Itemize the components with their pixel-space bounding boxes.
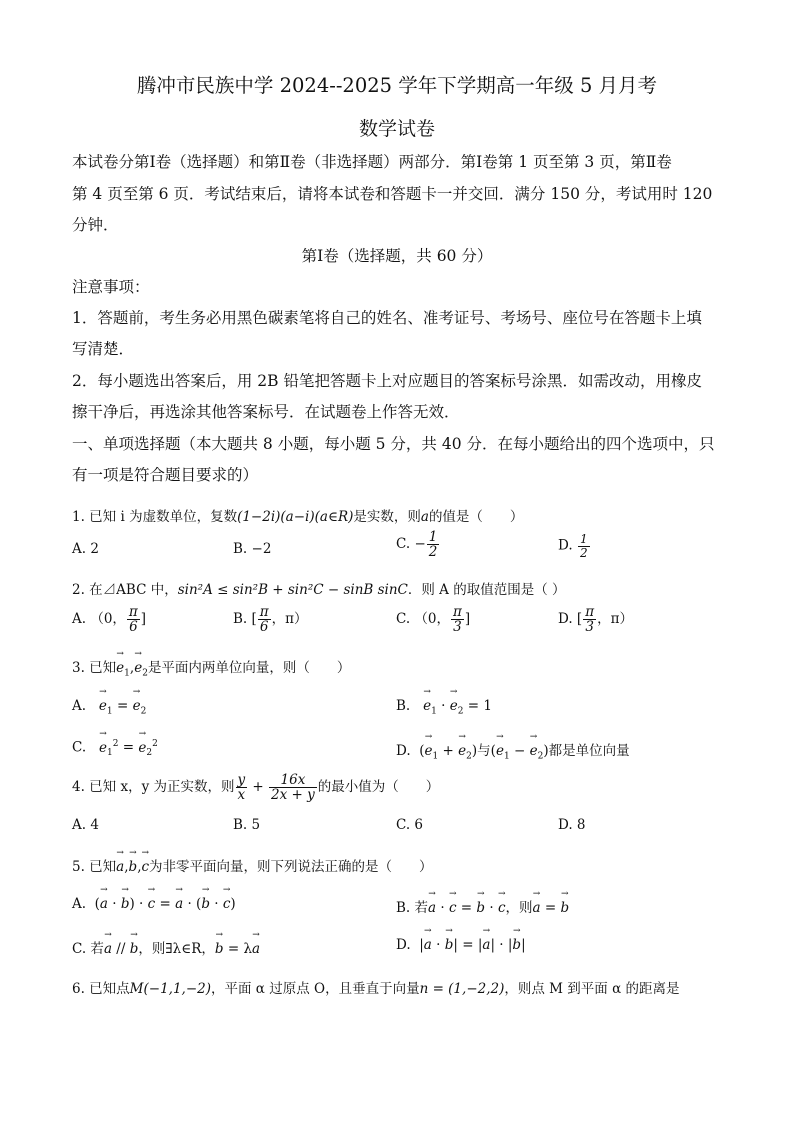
- q1-option-d-fraction: $\frac{1}{2}$: [579, 532, 588, 560]
- q2-suffix: ．则 A 的取值范围是（ ）: [407, 582, 566, 598]
- q1-suffix: 的值是（ ）: [428, 509, 524, 525]
- question-2: [72, 578, 566, 598]
- q2-option-b: B. [ $\frac{\pi}{6}$ ，π）: [233, 604, 308, 636]
- q1-option-d: D. $\frac{1}{2}$: [558, 532, 588, 560]
- q4-option-a: A. 4: [72, 817, 99, 833]
- intro-line-1: 本试卷分第Ⅰ卷（选择题）和第Ⅱ卷（非选择题）两部分．第Ⅰ卷第 1 页至第 3 页，第Ⅱ卷: [72, 153, 672, 171]
- q3-option-c: C. → $e_1^2$ = → $e_2^2$: [72, 739, 158, 758]
- exam-title: 腾冲市民族中学 2024--2025 学年下学期高一年级 5 月月考: [136, 74, 658, 97]
- q3-option-a: A. → $e_1$ = → $e_2$: [72, 698, 146, 717]
- q4-option-b: B. 5: [233, 817, 261, 833]
- section1-line-2: 有一项是符合题目要求的）: [72, 466, 259, 484]
- q2-option-d: D. [ $\frac{\pi}{3}$ ，π）: [558, 604, 633, 636]
- question-1: [72, 505, 523, 525]
- notice-heading: 注意事项：: [72, 278, 150, 296]
- section1-line-1: 一、单项选择题（本大题共 8 小题，每小题 5 分，共 40 分．在每小题给出的四个选项中，只: [72, 435, 715, 453]
- exam-subtitle: 数学试卷: [358, 118, 435, 140]
- q4-option-c: C. 6: [396, 817, 424, 833]
- q5-option-c: C. 若→ a // → b，则∃λ∈R，→ b = λ→ a: [72, 937, 260, 957]
- intro-line-2: 第 4 页至第 6 页．考试结束后，请将本试卷和答题卡一并交回．满分 150 分，考试用时 120: [72, 185, 713, 203]
- q5-option-d: D. |→ a · → b| = |→ a| · |→ b|: [396, 937, 526, 953]
- q5-option-b: B. 若→ a · → c = → b · → c，则→ a = → b: [396, 896, 569, 916]
- q3-option-b: B. → $e_1$ · → $e_2 = 1$: [396, 698, 492, 717]
- q2-option-c: C. （0， $\frac{\pi}{3}$ ]: [396, 604, 471, 636]
- question-4: 4. 已知 x，y 为正实数，则 $\frac{y}{x}$ + $\frac{16x}{2x + y}$ 的最小值为（ ）: [72, 772, 440, 804]
- q1-option-c: C. − $\frac{1}{2}$: [396, 529, 438, 561]
- q4-option-d: D. 8: [558, 817, 586, 833]
- question-6: 6. 已知点M(−1,1,−2)，平面 α 过原点 O，且垂直于向量n = (1,−2,2)，则点 M 到平面 α 的距离是: [72, 981, 680, 997]
- notice-line-4: 擦干净后，再选涂其他答案标号．在试题卷上作答无效．: [72, 403, 460, 421]
- question-3: 3. 已知→ $e_1,\to e_2$是平面内两单位向量，则（ ）: [72, 656, 350, 679]
- q1-var: a: [420, 509, 429, 525]
- q2-expression: sin²A ≤ sin²B + sin²C − sinB sinC: [177, 582, 408, 598]
- q5-option-a: A. (→ a · → b) · → c = → a · (→ b · → c): [72, 896, 236, 912]
- q1-prefix: 1. 已知 i 为虚数单位，复数: [72, 509, 238, 525]
- question-5: 5. 已知→ a,→ b,→ c为非零平面向量，则下列说法正确的是（ ）: [72, 855, 433, 875]
- q2-option-a: A. （0， $\frac{\pi}{6}$ ]: [72, 604, 147, 636]
- notice-line-2: 写清楚．: [72, 340, 135, 358]
- q2-prefix: 2. 在⊿ABC 中，: [72, 582, 178, 598]
- q1-expression: (1−2i)(a−i)(a∈R): [237, 509, 354, 525]
- q1-option-c-fraction: $\frac{1}{2}$: [428, 529, 438, 561]
- intro-line-3: 分钟．: [72, 216, 119, 234]
- notice-line-1: 1．答题前，考生务必用黑色碳素笔将自己的姓名、准考证号、考场号、座位号在答题卡上填: [72, 309, 702, 327]
- notice-line-3: 2．每小题选出答案后，用 2B 铅笔把答题卡上对应题目的答案标号涂黑．如需改动，用橡皮: [72, 372, 702, 390]
- part1-heading: 第Ⅰ卷（选择题，共 60 分）: [301, 247, 493, 265]
- q1-mid: 是实数，则: [353, 509, 421, 525]
- q1-option-b: B. −2: [233, 541, 272, 557]
- q1-option-a: A. 2: [72, 541, 99, 557]
- q3-option-d: D. (→ $e_1$ + → $e_2$)与(→ $e_1$ − → $e_2$)都是单位向量: [396, 739, 630, 762]
